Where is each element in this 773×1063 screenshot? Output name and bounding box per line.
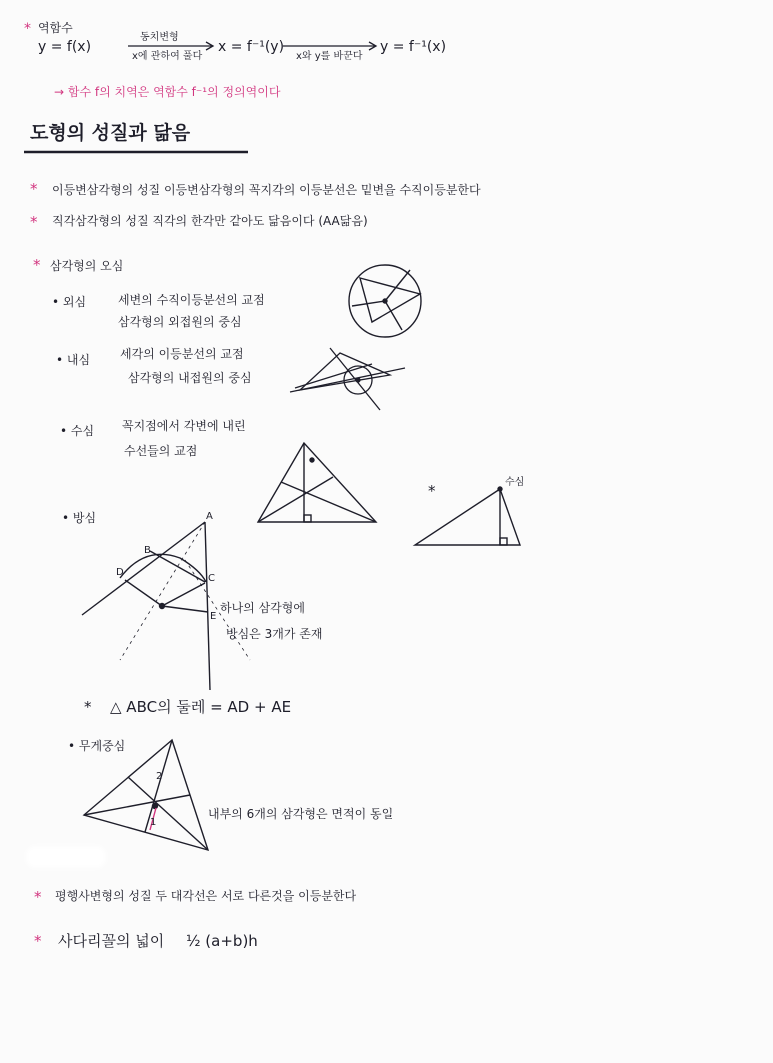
excenter-label: • 방심 bbox=[62, 511, 97, 525]
centroid-mark: 2 bbox=[156, 771, 163, 782]
inverse-heading: 역함수 bbox=[38, 21, 73, 35]
star-bullet: * bbox=[34, 932, 42, 950]
centroid-label-text: 무게중심 bbox=[78, 739, 126, 753]
circumcenter-figure bbox=[349, 265, 421, 337]
excenter-note1: 하나의 삼각형에 bbox=[220, 601, 305, 615]
orthocenter-line2: 수선들의 교점 bbox=[124, 444, 198, 458]
excenter-label-text: 방심 bbox=[72, 511, 97, 525]
star-bullet: * bbox=[30, 213, 38, 231]
star-bullet: * bbox=[24, 21, 31, 37]
inverse-arrow-2 bbox=[283, 42, 376, 50]
inverse-rhs: y = f⁻¹(x) bbox=[380, 39, 447, 55]
star-mark: * bbox=[428, 482, 436, 500]
inverse-arrow-1 bbox=[128, 42, 213, 50]
centers-heading: 삼각형의 오심 bbox=[50, 259, 124, 273]
centroid-mark2: 1 bbox=[150, 817, 157, 828]
section-title: 도형의 성질과 닮음 bbox=[30, 122, 191, 144]
excenter-note2: 방심은 3개가 존재 bbox=[226, 627, 323, 641]
isosceles-text: 이등변삼각형의 성질 이등변삼각형의 꼭지각의 이등분선은 밑변을 수직이등분한다 bbox=[52, 183, 481, 197]
incenter-line2: 삼각형의 내접원의 중심 bbox=[128, 371, 252, 385]
centroid-note: 내부의 6개의 삼각형은 면적이 동일 bbox=[208, 807, 394, 821]
circumcenter-label: • 외심 bbox=[52, 295, 87, 309]
orthocenter-line1: 꼭지점에서 각변에 내린 bbox=[122, 419, 246, 433]
inverse-arrow2-top: x와 y를 바꾼다 bbox=[296, 51, 363, 62]
excenter-point-b: B bbox=[144, 545, 151, 556]
star-bullet: * bbox=[30, 180, 38, 198]
inverse-arrow1-bottom: x에 관하여 풀다 bbox=[132, 51, 203, 62]
right-triangle-text: 직각삼각형의 성질 직각의 한각만 같아도 닮음이다 (AA닮음) bbox=[52, 214, 368, 228]
excenter-point-c: C bbox=[208, 573, 215, 584]
inverse-note: → 함수 f의 치역은 역함수 f⁻¹의 정의역이다 bbox=[54, 85, 281, 99]
orthocenter-figure bbox=[258, 443, 376, 522]
centroid-figure bbox=[84, 740, 208, 850]
incenter-label-text: 내심 bbox=[66, 353, 91, 367]
inverse-mid: x = f⁻¹(y) bbox=[218, 39, 285, 55]
inverse-arrow1-top: 동치변형 bbox=[140, 32, 179, 43]
circumcenter-line2: 삼각형의 외접원의 중심 bbox=[118, 315, 242, 329]
trapezoid-formula: ½ (a+b)h bbox=[186, 932, 258, 950]
incenter-figure bbox=[290, 348, 405, 410]
orthocenter-fig-label: 수심 bbox=[505, 477, 525, 488]
circumcenter-line1: 세변의 수직이등분선의 교점 bbox=[118, 293, 265, 307]
parallelogram-text: 평행사변형의 성질 두 대각선은 서로 다른것을 이등분한다 bbox=[55, 889, 357, 903]
excenter-point-a: A bbox=[206, 511, 213, 522]
star-bullet: * bbox=[34, 888, 42, 906]
perimeter-star: * bbox=[84, 698, 92, 716]
incenter-line1: 세각의 이등분선의 교점 bbox=[120, 347, 244, 361]
circumcenter-label-text: 외심 bbox=[62, 295, 87, 309]
orthocenter-label: • 수심 bbox=[60, 424, 95, 438]
excenter-point-d: D bbox=[116, 567, 124, 578]
smudge bbox=[26, 846, 106, 868]
trapezoid-label: 사다리꼴의 넓이 bbox=[58, 932, 165, 950]
inverse-lhs: y = f(x) bbox=[38, 39, 92, 55]
centroid-label: • 무게중심 bbox=[68, 739, 126, 753]
star-bullet: * bbox=[33, 256, 41, 274]
orthocenter-label-text: 수심 bbox=[70, 424, 95, 438]
perimeter-formula: △ ABC의 둘레 = AD + AE bbox=[110, 698, 292, 716]
excenter-point-e: E bbox=[210, 611, 217, 622]
incenter-label: • 내심 bbox=[56, 353, 91, 367]
